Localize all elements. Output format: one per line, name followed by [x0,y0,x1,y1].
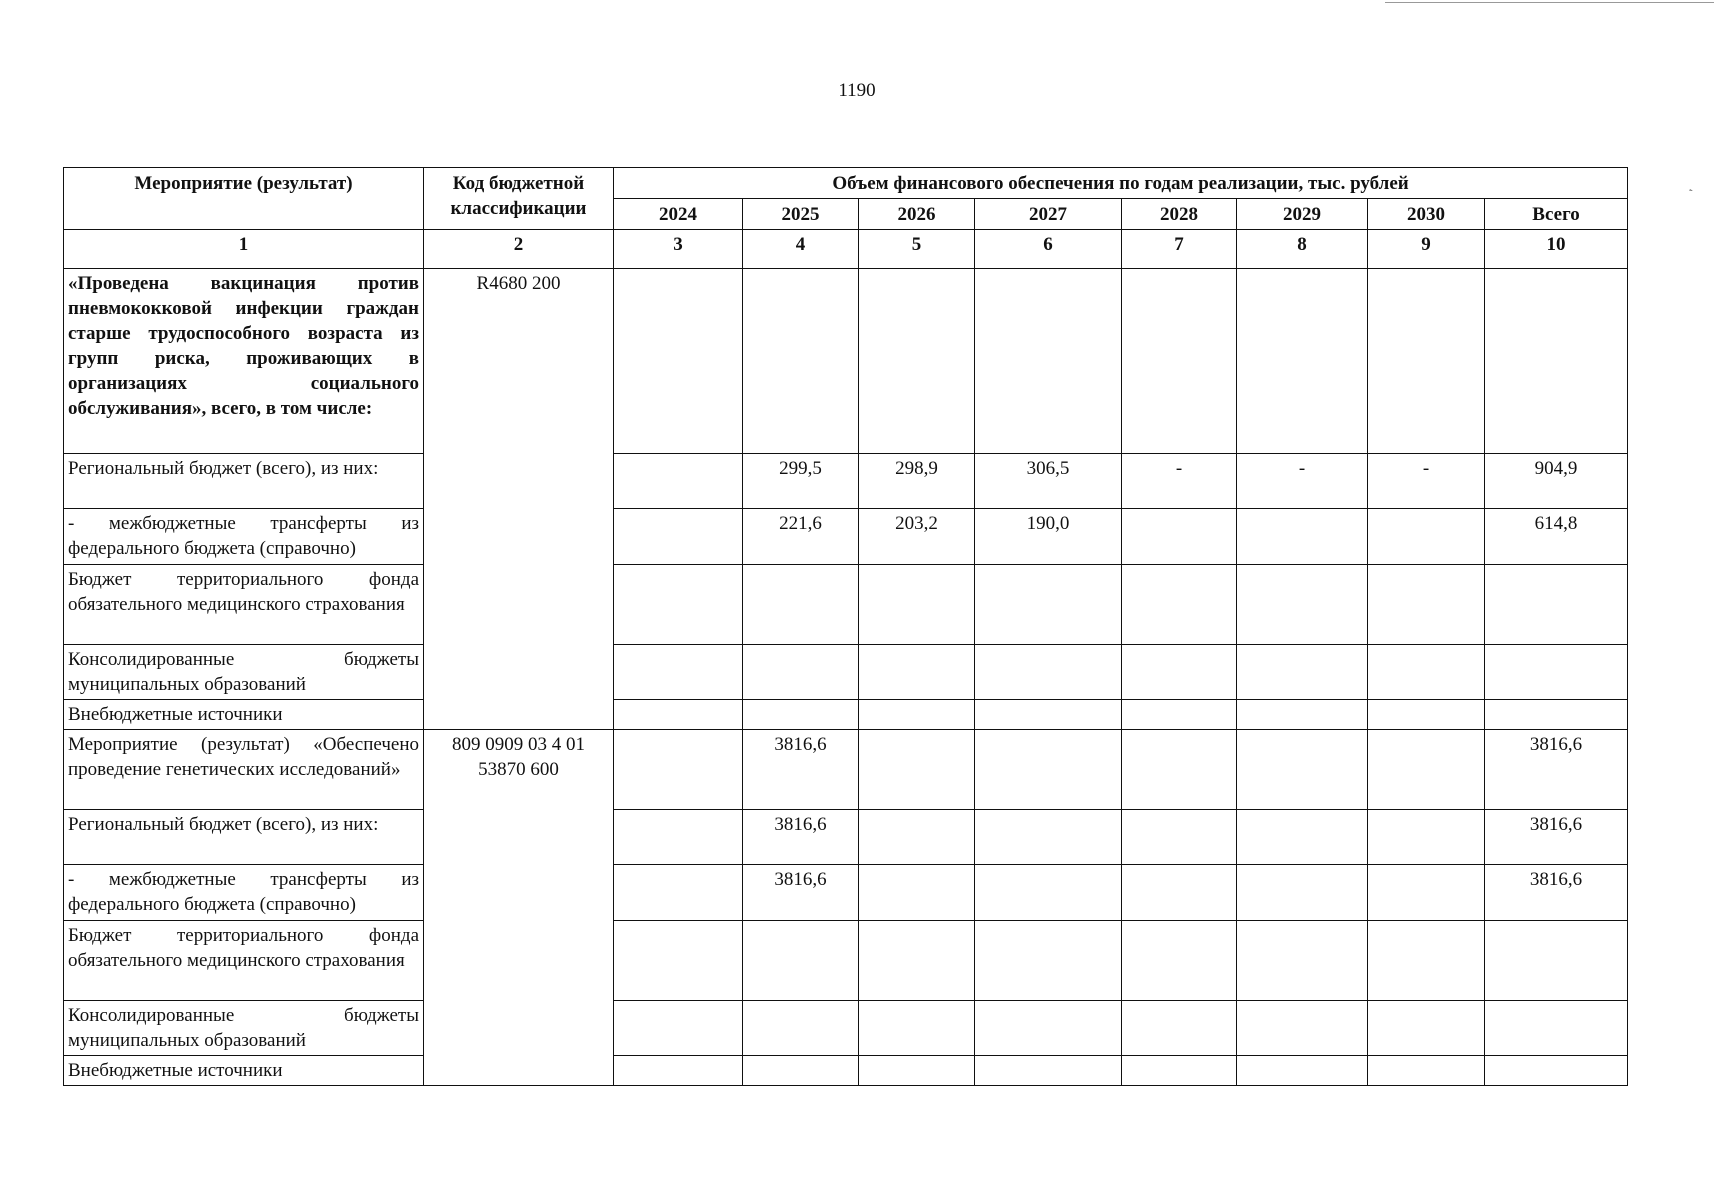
header-event: Мероприятие (результат) [64,168,424,230]
year-value-cell [1122,645,1237,700]
row-label: - межбюджетные трансферты из федерального бюджета (справочно) [64,509,424,565]
year-value-cell [614,810,743,865]
table-row [64,1001,1628,1056]
table-row [64,269,1628,454]
header-code: Код бюджетной классификации [424,168,614,230]
year-value-cell [859,565,975,645]
year-value-cell [1122,1056,1237,1086]
budget-code: R4680 200 [424,269,614,730]
total-value-cell: 3816,6 [1485,810,1628,865]
year-value-cell [614,509,743,565]
total-value-cell [1485,700,1628,730]
year-value-cell [1368,1056,1485,1086]
column-number-row [64,230,1628,269]
year-value-cell [1368,921,1485,1001]
row-label: Региональный бюджет (всего), из них: [64,454,424,509]
column-number: 10 [1485,230,1628,269]
header-total: Всего [1485,199,1628,230]
column-number: 7 [1122,230,1237,269]
year-value-cell [743,700,859,730]
year-value-cell [975,1056,1122,1086]
year-value-cell [1122,269,1237,454]
row-label: Консолидированные бюджеты муниципальных образований [64,1001,424,1056]
column-number: 6 [975,230,1122,269]
total-value-cell: 904,9 [1485,454,1628,509]
column-number: 2 [424,230,614,269]
year-value-cell [975,645,1122,700]
table-header [64,168,1628,230]
year-value-cell [614,269,743,454]
row-label: - межбюджетные трансферты из федерального бюджета (справочно) [64,865,424,921]
year-value-cell [1368,509,1485,565]
header-year: 2027 [975,199,1122,230]
year-value-cell [1368,1001,1485,1056]
year-value-cell [859,1001,975,1056]
header-year: 2030 [1368,199,1485,230]
year-value-cell [1122,810,1237,865]
year-value-cell [859,921,975,1001]
total-value-cell [1485,1001,1628,1056]
row-label: Мероприятие (результат) «Обеспечено проведение генетических исследований» [64,730,424,810]
year-value-cell [1122,921,1237,1001]
year-value-cell [1368,565,1485,645]
year-value-cell [975,865,1122,921]
header-year: 2025 [743,199,859,230]
year-value-cell [743,1056,859,1086]
total-value-cell [1485,645,1628,700]
header-group-title: Объем финансового обеспечения по годам реализации, тыс. рублей [614,168,1628,199]
row-label: Бюджет территориального фонда обязательного медицинского страхования [64,921,424,1001]
table-row [64,454,1628,509]
table-body [64,230,1628,1086]
table-row [64,1056,1628,1086]
year-value-cell [1368,810,1485,865]
year-value-cell [1368,269,1485,454]
year-value-cell [975,565,1122,645]
row-label: «Проведена вакцинация против пневмококковой инфекции граждан старше трудоспособного возраста из групп риска, проживающих в организациях социального обслуживания», всего, в том числе: [64,269,424,454]
year-value-cell [1237,810,1368,865]
year-value-cell [1368,645,1485,700]
table-row [64,565,1628,645]
year-value-cell [1237,645,1368,700]
column-number: 8 [1237,230,1368,269]
table-row [64,865,1628,921]
table-row [64,509,1628,565]
year-value-cell [975,730,1122,810]
year-value-cell: 3816,6 [743,810,859,865]
header-year: 2026 [859,199,975,230]
year-value-cell [1122,509,1237,565]
year-value-cell [743,645,859,700]
year-value-cell [1237,700,1368,730]
year-value-cell [614,730,743,810]
year-value-cell [859,810,975,865]
total-value-cell [1485,1056,1628,1086]
year-value-cell: 203,2 [859,509,975,565]
table-row [64,921,1628,1001]
year-value-cell [743,1001,859,1056]
year-value-cell: 221,6 [743,509,859,565]
header-year: 2028 [1122,199,1237,230]
year-value-cell [975,921,1122,1001]
year-value-cell [1368,700,1485,730]
total-value-cell [1485,269,1628,454]
year-value-cell [1237,269,1368,454]
header-year: 2024 [614,199,743,230]
header-year: 2029 [1237,199,1368,230]
row-label: Региональный бюджет (всего), из них: [64,810,424,865]
year-value-cell [614,645,743,700]
year-value-cell [1122,865,1237,921]
year-value-cell [614,700,743,730]
year-value-cell: - [1368,454,1485,509]
total-value-cell: 614,8 [1485,509,1628,565]
year-value-cell: 306,5 [975,454,1122,509]
year-value-cell: - [1122,454,1237,509]
year-value-cell: - [1237,454,1368,509]
year-value-cell [859,645,975,700]
row-label: Внебюджетные источники [64,700,424,730]
financing-table [63,167,1628,1086]
total-value-cell [1485,565,1628,645]
column-number: 1 [64,230,424,269]
year-value-cell [1237,865,1368,921]
year-value-cell [1237,921,1368,1001]
row-label: Внебюджетные источники [64,1056,424,1086]
column-number: 5 [859,230,975,269]
year-value-cell [1237,730,1368,810]
year-value-cell [1122,730,1237,810]
total-value-cell: 3816,6 [1485,730,1628,810]
table-row [64,645,1628,700]
year-value-cell [975,269,1122,454]
year-value-cell [1122,565,1237,645]
year-value-cell [743,269,859,454]
year-value-cell [614,921,743,1001]
year-value-cell [614,865,743,921]
column-number: 9 [1368,230,1485,269]
year-value-cell [1368,730,1485,810]
year-value-cell [975,1001,1122,1056]
year-value-cell [614,1056,743,1086]
column-number: 4 [743,230,859,269]
year-value-cell [859,269,975,454]
budget-code: 809 0909 03 4 01 53870 600 [424,730,614,1086]
table-row [64,730,1628,810]
year-value-cell [859,865,975,921]
top-edge-rule [1385,2,1714,3]
year-value-cell [859,1056,975,1086]
year-value-cell [743,565,859,645]
total-value-cell: 3816,6 [1485,865,1628,921]
margin-tick-mark: ˏ [1682,177,1694,194]
year-value-cell [1368,865,1485,921]
year-value-cell [1237,1056,1368,1086]
page-number: 1190 [838,80,876,101]
year-value-cell: 190,0 [975,509,1122,565]
year-value-cell [743,921,859,1001]
year-value-cell [859,700,975,730]
year-value-cell [1237,1001,1368,1056]
year-value-cell: 298,9 [859,454,975,509]
column-number: 3 [614,230,743,269]
year-value-cell [859,730,975,810]
year-value-cell [1122,700,1237,730]
row-label: Бюджет территориального фонда обязательного медицинского страхования [64,565,424,645]
total-value-cell [1485,921,1628,1001]
row-label: Консолидированные бюджеты муниципальных образований [64,645,424,700]
year-value-cell [614,565,743,645]
year-value-cell [1237,509,1368,565]
year-value-cell: 3816,6 [743,865,859,921]
year-value-cell: 299,5 [743,454,859,509]
year-value-cell: 3816,6 [743,730,859,810]
table-row [64,700,1628,730]
table-row [64,810,1628,865]
year-value-cell [1122,1001,1237,1056]
year-value-cell [975,810,1122,865]
year-value-cell [1237,565,1368,645]
year-value-cell [975,700,1122,730]
year-value-cell [614,454,743,509]
year-value-cell [614,1001,743,1056]
